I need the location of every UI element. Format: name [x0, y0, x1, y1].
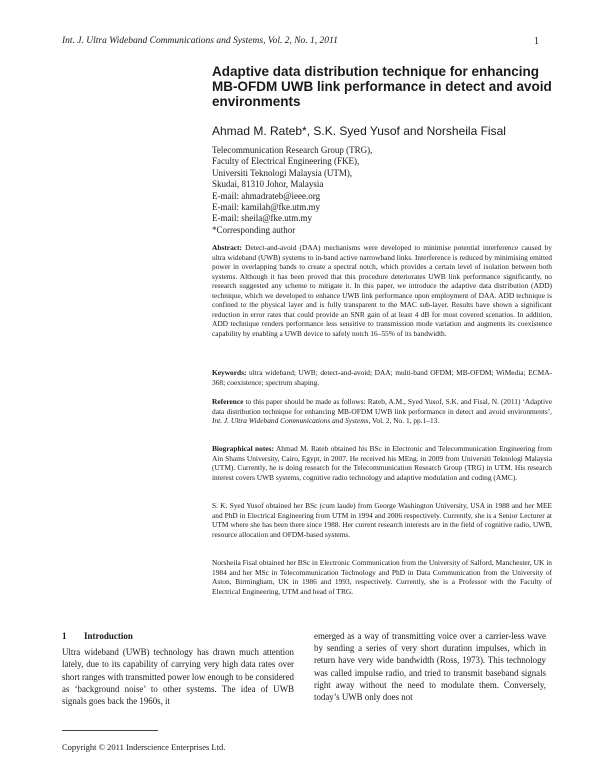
affiliation-line: Faculty of Electrical Engineering (FKE), [212, 156, 360, 167]
email-line: E-mail: kamilah@fke.utm.my [212, 202, 321, 213]
copyright-footer: Copyright © 2011 Inderscience Enterprises Ltd. [62, 742, 226, 752]
paper-title: Adaptive data distribution technique for enhancing MB-OFDM UWB link performance in detect and avoid environments [212, 64, 552, 109]
reference-text-end: , Vol. 2, No. 1, pp.1–13. [368, 416, 440, 425]
bio-fisal: Norsheila Fisal obtained her BSc in Electronic Communication from the University of Salford, Manchester, UK in 1984 and her MSc in Telecommunication Technology and PhD in Data Communication from the University of Aston, Birmingham, UK in 1986 and 1993, respectively. Currently, she is a Professor with the Faculty of Electrical Engineering, UTM and head of TRG. [212, 558, 552, 596]
bio-rateb: Ahmad M. Rateb obtained his BSc in Electronic and Telecommunication Engineering from Ain Shams University, Cairo, Egypt, in 2007. He received his MEng. in 2009 from Universiti Teknologi Malaysia (UTM). Currently, he is doing research for the Telecommunication Research Group (TRG) in UTM. His research interest covers UWB systems, cognitive radio technology and adaptive modulation and coding (AMC). [212, 444, 552, 482]
abstract [212, 243, 552, 338]
affiliation-block [212, 145, 552, 236]
page-number: 1 [534, 36, 539, 47]
section-number: 1 [62, 631, 67, 641]
abstract-text: Detect-and-avoid (DAA) mechanisms were developed to minimise potential interference caused by ultra wideband (UWB) systems to in-band active narrowband links. Interference is reduced by minimising emitted power in overlapping bands to create a spectral notch, which provides a certain level of isolation between both systems. Although it has been proved that this procedure deteriorates UWB link performance significantly, no research suggested any scheme to mitigate it. In this paper, we introduce the adaptive data distribution (ADD) technique, which we developed to enhance UWB link performance upon employment of DAA. ADD technique is confined to the physical layer and is fully transparent to the MAC sub-layer. Results have shown a significant reduction in error rates that could provide an SNR gain of at least 4 dB for most covered scenarios. In addition, ADD technique renders performance less sensitive to transmission mode variation and augments its coexistence capability by enabling a UWB device to safely notch 16–55% of its bandwidth. [212, 243, 552, 338]
keywords [212, 368, 552, 387]
introduction-text-left: Ultra wideband (UWB) technology has drawn much attention lately, due to its capability of carrying very high data rates over short ranges with transmitted power low enough to be considered as ‘background noise’ to other systems. The idea of UWB signals goes back the 1960s, it [62, 647, 294, 707]
journal-header: Int. J. Ultra Wideband Communications and Systems, Vol. 2, No. 1, 2011 [62, 36, 338, 46]
reference-journal: Int. J. Ultra Wideband Communications and Systems [212, 416, 369, 425]
section-heading-text: Introduction [84, 631, 133, 641]
author-list: Ahmad M. Rateb*, S.K. Syed Yusof and Norsheila Fisal [212, 124, 506, 138]
abstract-label: Abstract: [212, 243, 242, 252]
footer-rule [62, 730, 158, 731]
biographical-notes [212, 444, 552, 482]
email-line: E-mail: sheila@fke.utm.my [212, 213, 313, 224]
citation-reference [212, 397, 552, 426]
affiliation-line: Skudai, 81310 Johor, Malaysia [212, 179, 324, 190]
keywords-label: Keywords: [212, 368, 247, 377]
email-line: E-mail: ahmadrateb@ieee.org [212, 190, 321, 201]
introduction-right-column: emerged as a way of transmitting voice over a carrier-less wave by sending a series of very short duration impulses, which in return have very wide bandwidth (Ross, 1973). This technology was called impulse radio, and tried to transmit baseband signals right away without the need to modulate them. Conversely, today’s UWB only does not [314, 631, 546, 703]
introduction-left-column [62, 630, 294, 707]
reference-label: Reference [212, 397, 244, 406]
bio-label: Biographical notes: [212, 444, 274, 453]
affiliation-line: Universiti Teknologi Malaysia (UTM), [212, 167, 353, 178]
keywords-text: ultra wideband; UWB; detect-and-avoid; DAA; multi-band OFDM; MB-OFDM; WiMedia; ECMA-368; coexistence; spectrum shaping. [212, 368, 552, 387]
corresponding-author-note: *Corresponding author [212, 224, 296, 235]
section-heading [62, 630, 294, 642]
bio-syed-yusof: S. K. Syed Yusof obtained her BSc (cum laude) from George Washington University, USA in 1988 and her MEE and PhD in Electrical Engineering from UTM in 1994 and 2006 respectively. Currently, she is a Senior Lecturer at UTM where she has been there since 1988. Her current research interests are in the field of cognitive radio, UWB, resource allocation and OFDM-based systems. [212, 501, 552, 539]
reference-text: to this paper should be made as follows: Rateb, A.M., Syed Yusof, S.K. and Fisal, N. (2011) ‘Adaptive data distribution technique for enhancing MB-OFDM UWB link performance in detect and avoid environments’, [212, 397, 552, 416]
affiliation-line: Telecommunication Research Group (TRG), [212, 145, 373, 155]
